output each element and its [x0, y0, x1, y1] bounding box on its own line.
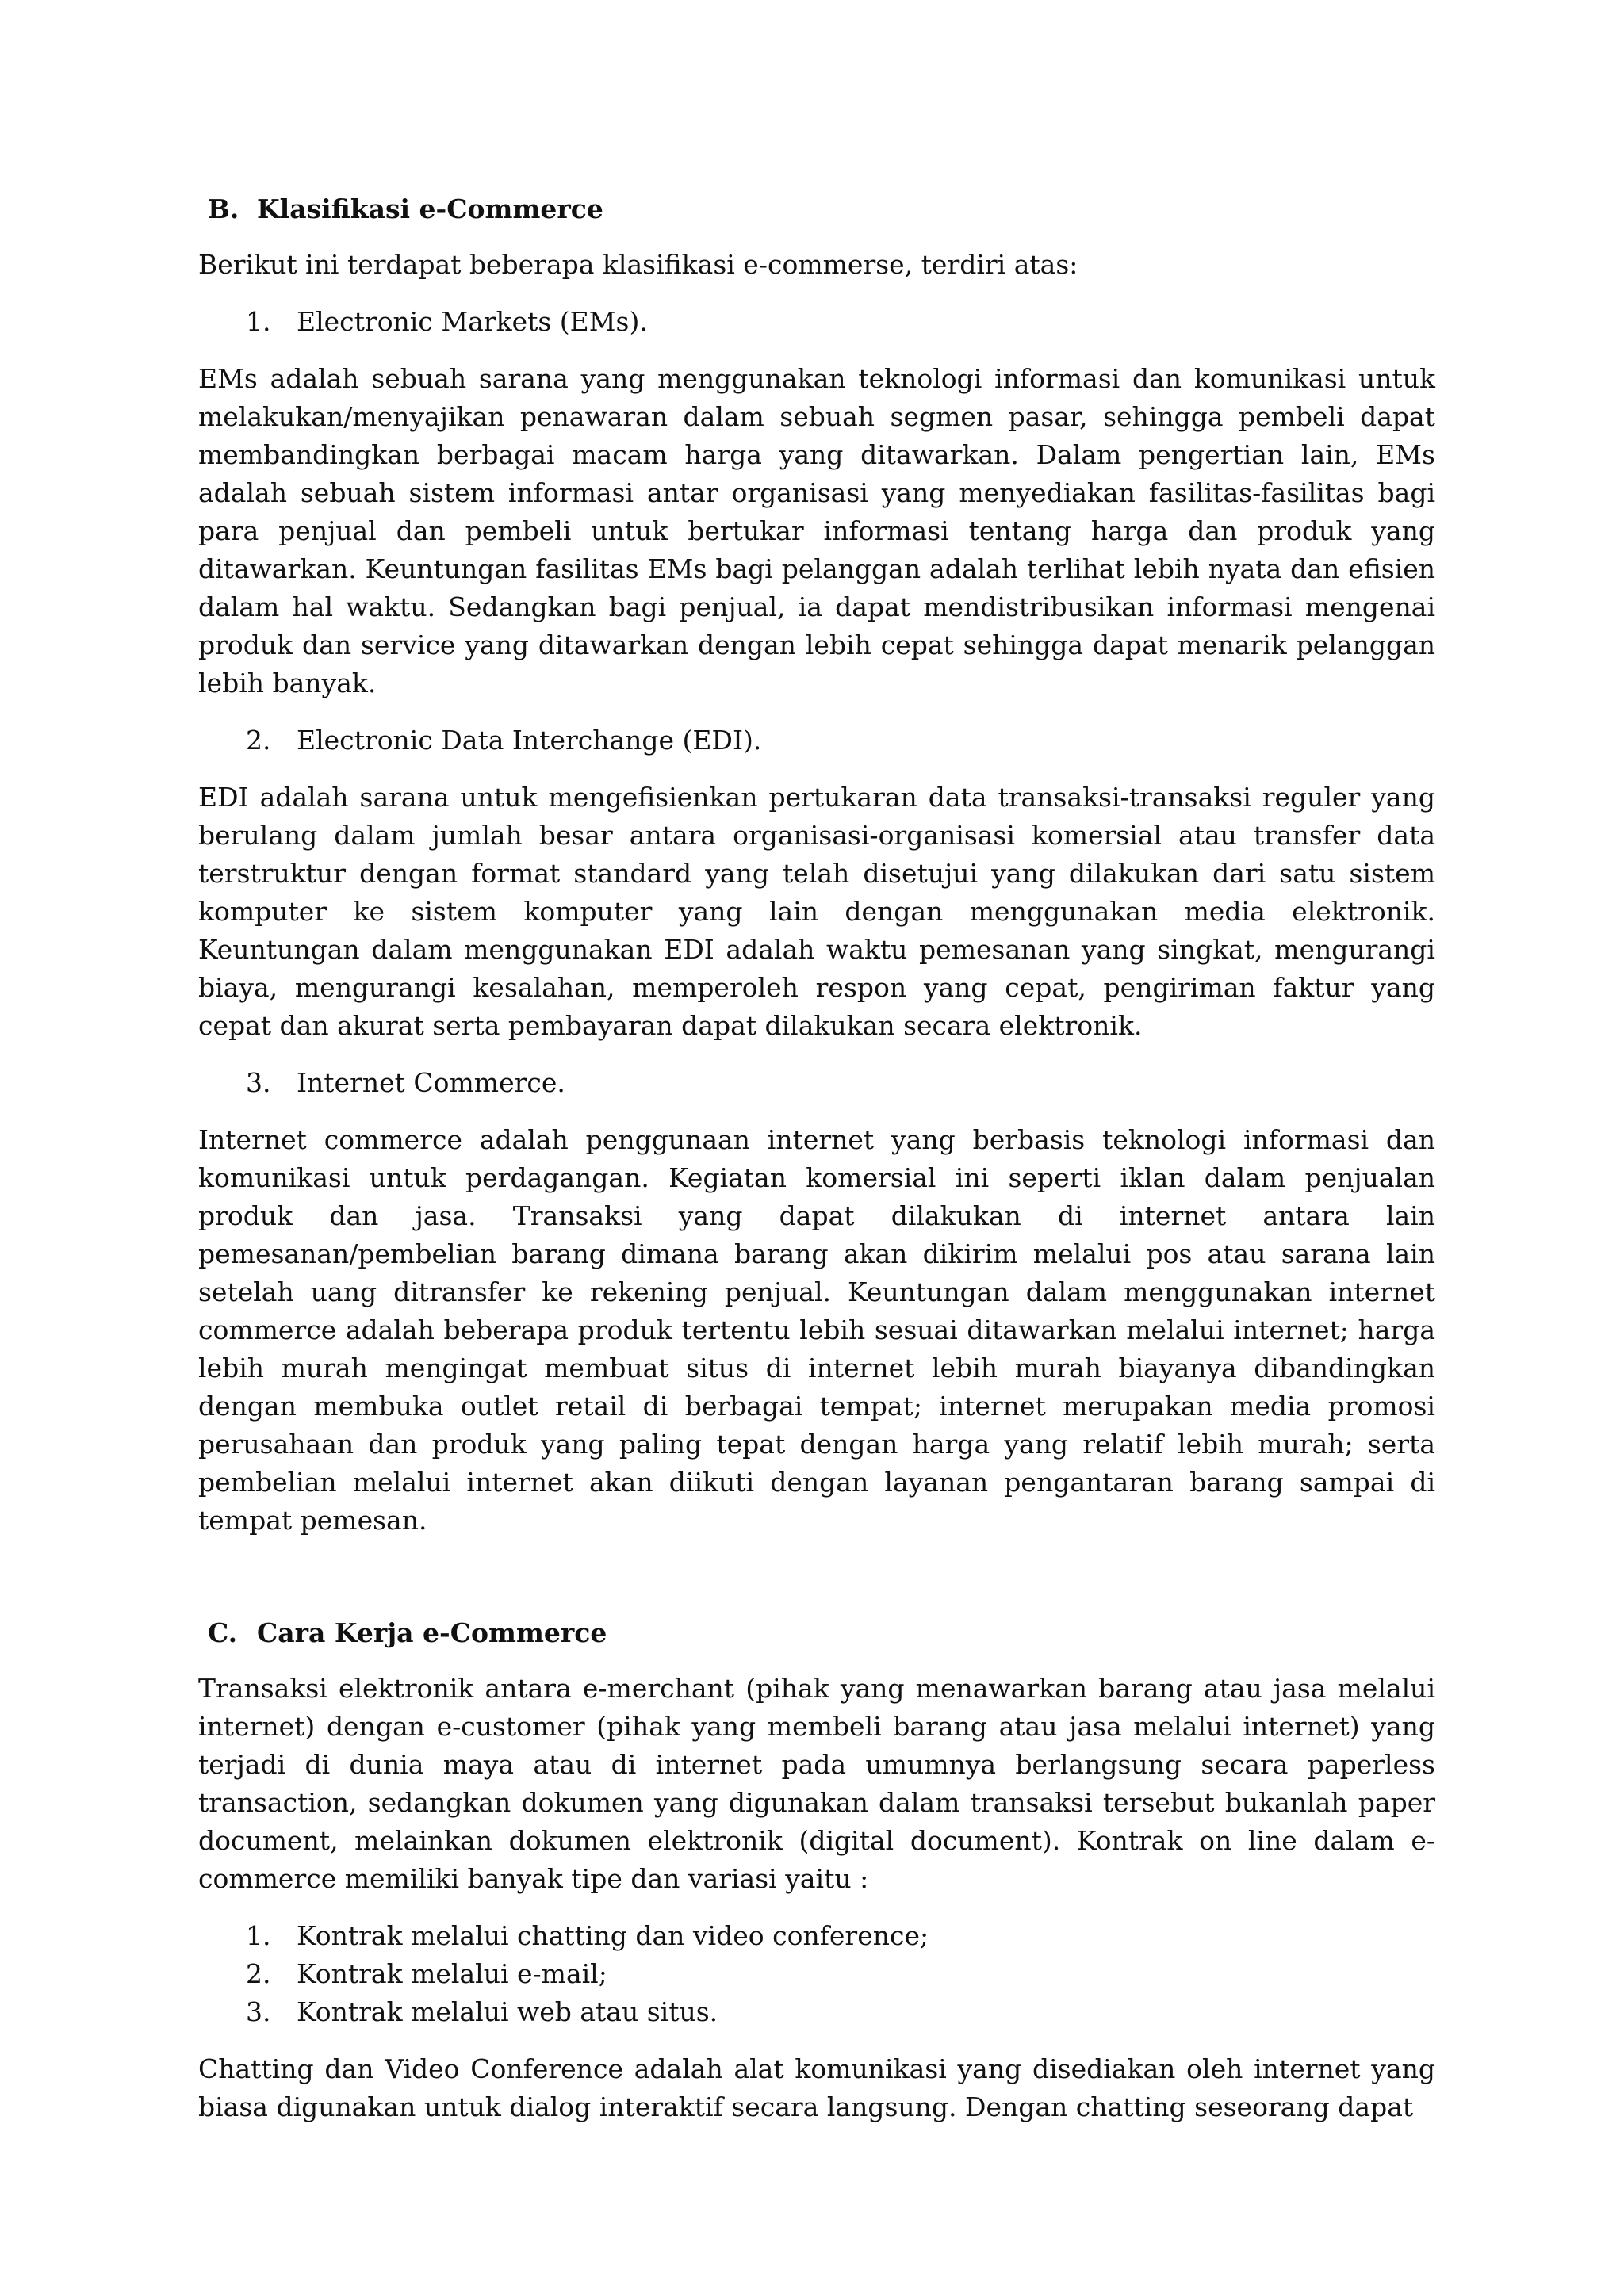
contract-type-list [246, 1917, 1435, 2031]
section-b-letter: B. [208, 193, 239, 224]
page-content [198, 190, 1435, 2145]
section-b-title: Klasifikasi e-Commerce [257, 193, 603, 224]
list-item-text: Kontrak melalui chatting dan video conference; [297, 1920, 929, 1951]
list-item-title: Electronic Data Interchange (EDI). [297, 725, 762, 756]
paragraph-transaksi: Transaksi elektronik antara e-merchant (pihak yang menawarkan barang atau jasa melalui internet) dengan e-customer (pihak yang membeli barang atau jasa melalui internet) yang terjadi di dunia maya atau di internet pada umumnya berlangsung secara paperless transaction, sedangkan dokumen yang digunakan dalam transaksi tersebut bukanlah paper document, melainkan dokumen elektronik (digital document). Kontrak on line dalam e-commerce memiliki banyak tipe dan variasi yaitu : [198, 1673, 1435, 1894]
section-c-title: Cara Kerja e-Commerce [257, 1617, 607, 1648]
list-item-text: Kontrak melalui e-mail; [297, 1958, 607, 1989]
paragraph-edi: EDI adalah sarana untuk mengefisienkan pertukaran data transaksi-transaksi reguler yang berulang dalam jumlah besar antara organisasi-organisasi komersial atau transfer data terstruktur dengan format standard yang telah disetujui yang dilakukan dari satu sistem komputer ke sistem komputer yang lain dengan menggunakan media elektronik. Keuntungan dalam menggunakan EDI adalah waktu pemesanan yang singkat, mengurangi biaya, mengurangi kesalahan, memperoleh respon yang cepat, pengiriman faktur yang cepat dan akurat serta pembayaran dapat dilakukan secara elektronik. [198, 782, 1435, 1041]
list-item [246, 1993, 1435, 2031]
paragraph-chatting: Chatting dan Video Conference adalah alat komunikasi yang disediakan oleh internet yang biasa digunakan untuk dialog interaktif secara langsung. Dengan chatting seseorang dapat [198, 2053, 1435, 2122]
section-c-heading [208, 1614, 1435, 1652]
list-item-number: 1. [246, 306, 271, 337]
list-item-number: 2. [246, 1958, 271, 1989]
section-b-heading [208, 190, 1435, 228]
list-item-internet-commerce [246, 1064, 1435, 1102]
list-item-text: Kontrak melalui web atau situs. [297, 1996, 718, 2027]
section-c-letter: C. [208, 1617, 238, 1648]
section-b-intro: Berikut ini terdapat beberapa klasifikasi e-commerse, terdiri atas: [198, 249, 1078, 280]
list-item-number: 1. [246, 1920, 271, 1951]
list-item-title: Internet Commerce. [297, 1067, 565, 1098]
list-item-ems [246, 303, 1435, 341]
list-item [246, 1917, 1435, 1955]
list-item-number: 3. [246, 1996, 271, 2027]
paragraph-ems: EMs adalah sebuah sarana yang menggunakan teknologi informasi dan komunikasi untuk melakukan/menyajikan penawaran dalam sebuah segmen pasar, sehingga pembeli dapat membandingkan berbagai macam harga yang ditawarkan. Dalam pengertian lain, EMs adalah sebuah sistem informasi antar organisasi yang menyediakan fasilitas-fasilitas bagi para penjual dan pembeli untuk bertukar informasi tentang harga dan produk yang ditawarkan. Keuntungan fasilitas EMs bagi pelanggan adalah terlihat lebih nyata dan efisien dalam hal waktu. Sedangkan bagi penjual, ia dapat mendistribusikan informasi mengenai produk dan service yang ditawarkan dengan lebih cepat sehingga dapat menarik pelanggan lebih banyak. [198, 363, 1435, 698]
list-item-title: Electronic Markets (EMs). [297, 306, 648, 337]
list-item-number: 3. [246, 1067, 271, 1098]
list-item-edi [246, 721, 1435, 760]
list-item [246, 1955, 1435, 1993]
list-item-number: 2. [246, 725, 271, 756]
paragraph-internet-commerce: Internet commerce adalah penggunaan internet yang berbasis teknologi informasi dan komunikasi untuk perdagangan. Kegiatan komersial ini seperti iklan dalam penjualan produk dan jasa. Transaksi yang dapat dilakukan di internet antara lain pemesanan/pembelian barang dimana barang akan dikirim melalui pos atau sarana lain setelah uang ditransfer ke rekening penjual. Keuntungan dalam menggunakan internet commerce adalah beberapa produk tertentu lebih sesuai ditawarkan melalui internet; harga lebih murah mengingat membuat situs di internet lebih murah biayanya dibandingkan dengan membuka outlet retail di berbagai tempat; internet merupakan media promosi perusahaan dan produk yang paling tepat dengan harga yang relatif lebih murah; serta pembelian melalui internet akan diikuti dengan layanan pengantaran barang sampai di tempat pemesan. [198, 1124, 1435, 1536]
section-spacer [198, 1559, 1435, 1614]
